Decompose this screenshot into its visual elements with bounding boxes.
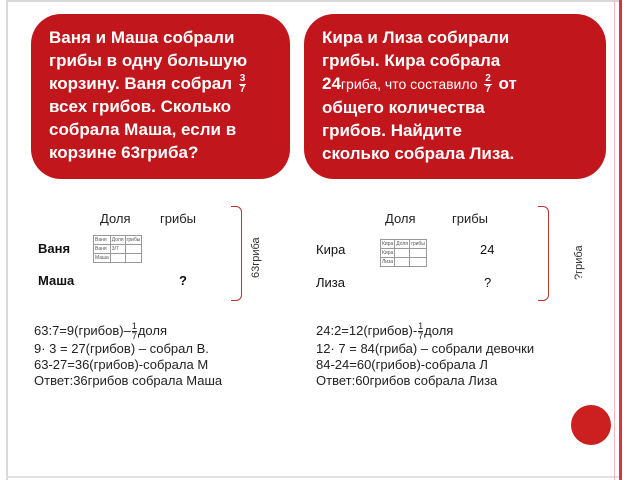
fraction-numerator: 1 [131,321,137,331]
fraction-denominator: 7 [485,84,491,96]
solution-text: 63:7=9(грибов)– [34,322,131,338]
right-problem-line [322,72,590,96]
solution-line [34,322,222,341]
solution-text: 24:2=12(грибов)- [316,322,418,338]
mini-cell: Ваня [94,236,111,245]
solution-line: 9· 3 = 27(грибов) – собрал В. [34,341,209,356]
left-col-share: Доля [100,211,131,226]
fraction [239,74,247,95]
right-problem-text: гриба, что составило [340,76,478,92]
right-col-share: Доля [385,211,416,226]
mini-cell [110,254,125,263]
slide-right-rail [619,0,622,480]
mini-cell: Ваня [94,245,111,254]
slide-right-rail-light [614,0,615,480]
left-problem-bubble [31,14,290,179]
right-problem-line: сколько собрала Лиза. [322,144,515,163]
mini-frac-den: 7 [115,246,119,252]
right-row-kira-value: 24 [480,242,495,257]
fraction [484,74,492,95]
solution-answer: Ответ:36грибов собрала Маша [34,373,223,388]
right-problem-line: Кира и Лиза собирали [322,28,510,47]
fraction-denominator: 7 [239,84,246,96]
mini-cell: Маша [95,255,109,261]
mini-cell [395,258,410,267]
fraction-denominator: 7 [418,331,424,341]
fraction-numerator: 3 [239,73,246,85]
left-row-masha-value: ? [179,273,187,288]
right-problem-line: общего количества [322,98,485,117]
fraction-numerator: 1 [418,321,424,331]
right-brace [538,206,549,301]
right-problem-bubble [304,14,606,179]
solution-line: 12· 7 = 84(гриба) – собрали девочки [316,341,535,356]
slide-top-border [6,0,622,2]
left-solution [34,322,222,389]
mini-cell: Кира [382,250,394,256]
fraction [132,322,137,341]
mini-cell: Лиза [382,259,394,265]
slide-bottom-border [6,476,622,478]
solution-line: 84-24=60(грибов)-собрала Л [316,357,488,372]
left-problem-line: грибы в одну большую [49,51,248,70]
mini-cell: Доля [111,237,124,243]
mini-cell: 3/7 [110,245,125,254]
right-brace-label: ?гриба [573,245,585,280]
mini-cell [125,254,142,263]
left-row-masha: Маша [38,273,75,288]
right-problem-line: грибов. Найдите [322,121,462,140]
slide-left-rail [6,0,8,480]
right-row-kira: Кира [316,242,346,257]
right-problem-text: от [498,74,517,93]
mini-cell: грибы [126,237,141,243]
left-row-vanya: Ваня [38,241,71,256]
solution-text: доля [137,322,167,338]
left-problem-line: всех грибов. Сколько [49,97,232,117]
mini-cell: Доля [396,241,409,247]
fraction [418,322,423,341]
left-brace-label: 63гриба [250,237,262,278]
right-row-liza: Лиза [316,275,345,290]
right-problem-number: 24 [322,74,341,93]
left-problem-line: корзине 63гриба? [49,143,199,163]
mini-cell: грибы [411,241,425,247]
solution-answer: Ответ:60грибов собрала Лиза [316,373,498,388]
right-solution [316,322,534,389]
left-problem-text: корзину. Ваня собрал [49,74,233,93]
mini-cell [125,245,142,254]
mini-cell [410,258,427,267]
left-problem-line: собрала Маша, если в [49,120,237,140]
mini-cell: Кира [382,241,394,247]
left-mini-table [93,235,142,263]
decorative-red-dot [571,405,611,445]
solution-line [316,322,534,341]
left-problem-line [49,72,274,95]
left-brace [231,206,242,301]
right-mini-table [380,239,427,267]
right-row-liza-value: ? [484,275,492,290]
left-problem-line: Ваня и Маша собрали [49,28,235,47]
fraction-denominator: 7 [131,331,137,341]
mini-frac-num: 3 [111,246,115,252]
solution-line: 63-27=36(грибов)-собрала М [34,357,209,372]
mini-cell [410,249,427,258]
right-problem-line: грибы. Кира собрала [322,51,501,70]
solution-text: доля [424,322,454,338]
left-col-mushrooms: грибы [160,211,197,226]
mini-cell [395,249,410,258]
right-col-mushrooms: грибы [452,211,489,226]
fraction-numerator: 2 [485,73,491,85]
